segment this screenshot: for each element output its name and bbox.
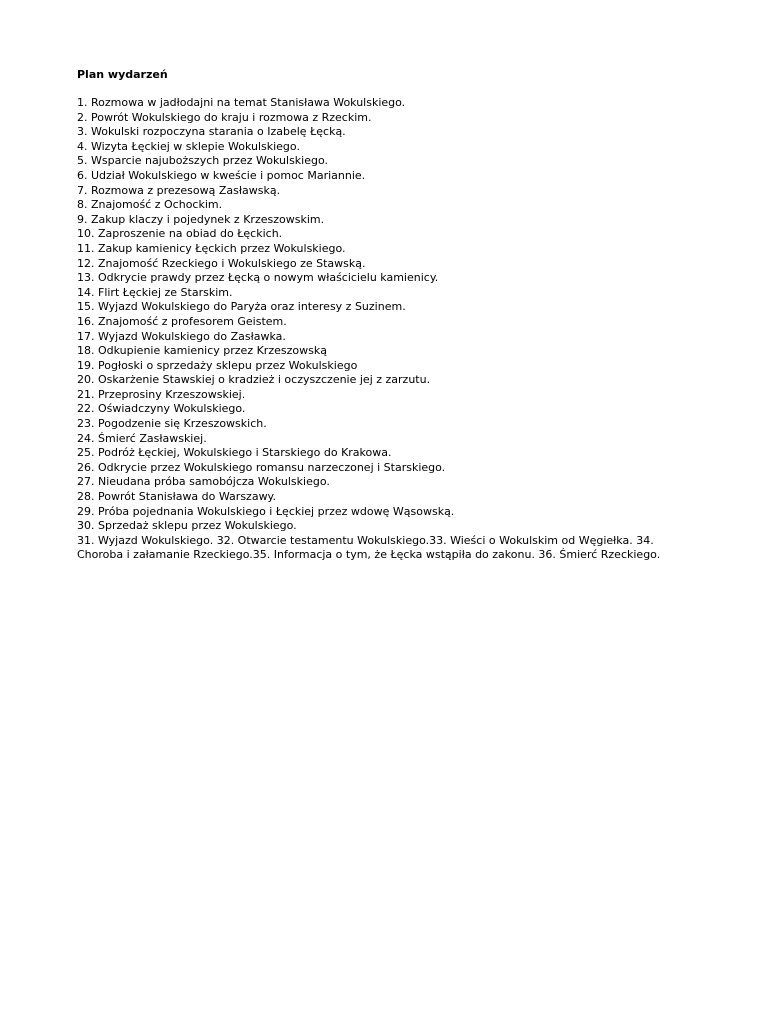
list-item: 31. Wyjazd Wokulskiego. 32. Otwarcie testamentu Wokulskiego.33. Wieści o Wokulskim od Węgiełka. 34. Choroba i załamanie Rzeckiego.35. Informacja o tym, że Łęcka wstąpiła do zakonu. 36. Śmierć Rzeckiego. [77, 533, 661, 562]
list-item: 7. Rozmowa z prezesową Zasławską. [77, 183, 281, 197]
list-item: 27. Nieudana próba samobójcza Wokulskiego. [77, 475, 330, 489]
list-item: 26. Odkrycie przez Wokulskiego romansu narzeczonej i Starskiego. [77, 460, 446, 474]
list-item: 13. Odkrycie prawdy przez Łęcką o nowym właścicielu kamienicy. [77, 271, 439, 285]
list-item: 3. Wokulski rozpoczyna starania o Izabelę Łęcką. [77, 125, 346, 139]
list-item: 8. Znajomość z Ochockim. [77, 198, 223, 212]
list-item: 2. Powrót Wokulskiego do kraju i rozmowa z Rzeckim. [77, 110, 372, 124]
document-title: Plan wydarzeń [77, 68, 168, 81]
list-item: 11. Zakup kamienicy Łęckich przez Wokulskiego. [77, 241, 346, 255]
list-item: 9. Zakup klaczy i pojedynek z Krzeszowskim. [77, 212, 325, 226]
list-item: 22. Oświadczyny Wokulskiego. [77, 402, 246, 416]
list-item: 21. Przeprosiny Krzeszowskiej. [77, 387, 246, 401]
list-item: 10. Zaproszenie na obiad do Łęckich. [77, 227, 283, 241]
list-item: 28. Powrót Stanisława do Warszawy. [77, 490, 276, 504]
list-item: 17. Wyjazd Wokulskiego do Zasławka. [77, 329, 286, 343]
list-item: 20. Oskarżenie Stawskiej o kradzież i oczyszczenie jej z zarzutu. [77, 373, 431, 387]
list-item: 29. Próba pojednania Wokulskiego i Łęckiej przez wdowę Wąsowską. [77, 504, 455, 518]
list-item: 19. Pogłoski o sprzedaży sklepu przez Wokulskiego [77, 358, 358, 372]
list-item: 23. Pogodzenie się Krzeszowskich. [77, 417, 267, 431]
list-item: 4. Wizyta Łęckiej w sklepie Wokulskiego. [77, 139, 300, 153]
list-item: 24. Śmierć Zasławskiej. [77, 431, 207, 445]
list-item: 1. Rozmowa w jadłodajni na temat Stanisława Wokulskiego. [77, 96, 406, 109]
list-item: 6. Udział Wokulskiego w kweście i pomoc Mariannie. [77, 168, 366, 182]
document-page [77, 68, 689, 563]
event-list [77, 96, 689, 563]
list-item: 14. Flirt Łęckiej ze Starskim. [77, 285, 233, 299]
list-item: 12. Znajomość Rzeckiego i Wokulskiego ze Stawską. [77, 256, 366, 270]
list-item: 15. Wyjazd Wokulskiego do Paryża oraz interesy z Suzinem. [77, 300, 406, 314]
list-item: 5. Wsparcie najuboższych przez Wokulskiego. [77, 154, 329, 168]
list-item: 16. Znajomość z profesorem Geistem. [77, 314, 287, 328]
list-item: 25. Podróż Łęckiej, Wokulskiego i Starskiego do Krakowa. [77, 446, 392, 460]
list-item: 30. Sprzedaż sklepu przez Wokulskiego. [77, 519, 297, 533]
list-item: 18. Odkupienie kamienicy przez Krzeszowską [77, 344, 327, 358]
